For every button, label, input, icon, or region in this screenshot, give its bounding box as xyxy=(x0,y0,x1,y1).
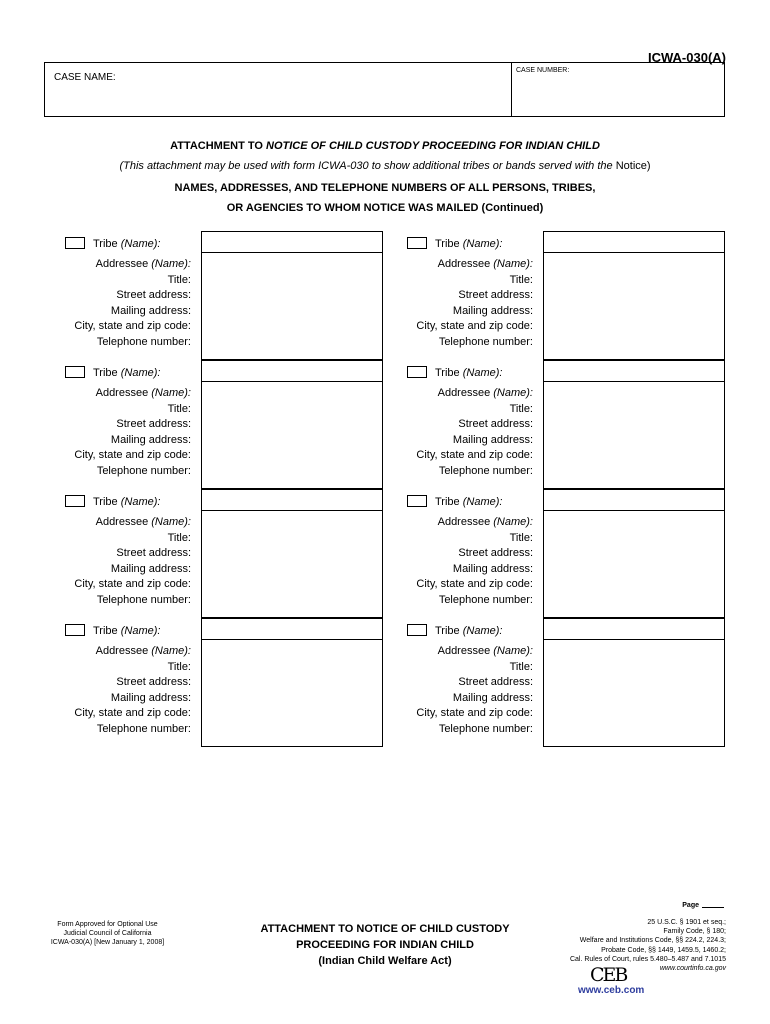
address-labels: Addressee (Name): Title: Street address: Mailing address: City, state and zip code: Telephone number: xyxy=(416,258,533,348)
footer-title: ATTACHMENT TO NOTICE OF CHILD CUSTODY xyxy=(260,923,510,935)
form-id: ICWA-030(A) xyxy=(647,50,726,65)
form-approval-info: Form Approved for Optional Use Judicial Council of California ICWA-030(A) [New January 1, 2008] xyxy=(50,921,165,946)
section-heading-continued: OR AGENCIES TO WHOM NOTICE WAS MAILED (Continued) xyxy=(226,202,544,214)
tribe-checkbox[interactable] xyxy=(407,237,427,249)
form-instructions: (This attachment may be used with form ICWA-030 to show additional tribes or bands served with the Notice) xyxy=(119,160,651,172)
page-number-field[interactable] xyxy=(702,907,724,908)
tribe-label: Tribe (Name): xyxy=(93,496,161,508)
tribe-checkbox[interactable] xyxy=(407,366,427,378)
address-labels: Addressee (Name): Title: Street address: Mailing address: City, state and zip code: Telephone number: xyxy=(74,516,191,606)
case-divider xyxy=(511,63,512,116)
recipient-entry xyxy=(41,360,381,488)
recipient-entry xyxy=(383,618,723,746)
ceb-link[interactable]: www.ceb.com xyxy=(578,985,645,996)
footer-title-line2: PROCEEDING FOR INDIAN CHILD xyxy=(296,939,474,951)
address-labels: Addressee (Name): Title: Street address: Mailing address: City, state and zip code: Telephone number: xyxy=(416,387,533,477)
recipient-entry xyxy=(41,489,381,617)
tribe-name-field[interactable] xyxy=(201,618,383,640)
footer-subtitle: (Indian Child Welfare Act) xyxy=(318,955,452,967)
tribe-name-field[interactable] xyxy=(543,618,725,640)
address-details-field[interactable] xyxy=(201,253,383,360)
case-name-label: CASE NAME: xyxy=(54,72,116,83)
tribe-label: Tribe (Name): xyxy=(93,625,161,637)
tribe-label: Tribe (Name): xyxy=(435,625,503,637)
tribe-checkbox[interactable] xyxy=(65,624,85,636)
page-number: Page xyxy=(682,902,724,909)
address-details-field[interactable] xyxy=(201,382,383,489)
address-details-field[interactable] xyxy=(543,640,725,747)
tribe-name-field[interactable] xyxy=(543,231,725,253)
tribe-label: Tribe (Name): xyxy=(93,238,161,250)
recipient-entry xyxy=(41,618,381,746)
address-details-field[interactable] xyxy=(201,640,383,747)
tribe-checkbox[interactable] xyxy=(407,624,427,636)
address-labels: Addressee (Name): Title: Street address: Mailing address: City, state and zip code: Telephone number: xyxy=(416,645,533,735)
tribe-name-field[interactable] xyxy=(543,489,725,511)
tribe-label: Tribe (Name): xyxy=(435,367,503,379)
address-details-field[interactable] xyxy=(543,511,725,618)
ceb-logo: CEB xyxy=(590,964,627,986)
legal-citations: 25 U.S.C. § 1901 et seq.; Family Code, § 180; Welfare and Institutions Code, §§ 224.2, 224.3; Probate Code, §§ 1449, 1459.5, 1460.2; Cal. Rules of Court, rules 5.480–5.487 and 7.1015 www.courtinfo.ca.gov xyxy=(569,919,726,973)
tribe-name-field[interactable] xyxy=(543,360,725,382)
case-number-label: CASE NUMBER: xyxy=(516,67,570,74)
address-details-field[interactable] xyxy=(543,382,725,489)
address-labels: Addressee (Name): Title: Street address: Mailing address: City, state and zip code: Telephone number: xyxy=(74,387,191,477)
address-labels: Addressee (Name): Title: Street address: Mailing address: City, state and zip code: Telephone number: xyxy=(74,258,191,348)
tribe-name-field[interactable] xyxy=(201,360,383,382)
case-caption-box xyxy=(44,62,725,117)
recipient-entry xyxy=(41,231,381,359)
tribe-checkbox[interactable] xyxy=(407,495,427,507)
form-title: ATTACHMENT TO NOTICE OF CHILD CUSTODY PROCEEDING FOR INDIAN CHILD xyxy=(170,140,600,152)
tribe-checkbox[interactable] xyxy=(65,495,85,507)
tribe-checkbox[interactable] xyxy=(65,366,85,378)
address-details-field[interactable] xyxy=(201,511,383,618)
recipient-entry xyxy=(383,231,723,359)
address-labels: Addressee (Name): Title: Street address: Mailing address: City, state and zip code: Telephone number: xyxy=(416,516,533,606)
tribe-checkbox[interactable] xyxy=(65,237,85,249)
tribe-name-field[interactable] xyxy=(201,231,383,253)
recipient-entry xyxy=(383,489,723,617)
address-details-field[interactable] xyxy=(543,253,725,360)
tribe-label: Tribe (Name): xyxy=(435,238,503,250)
address-labels: Addressee (Name): Title: Street address: Mailing address: City, state and zip code: Telephone number: xyxy=(74,645,191,735)
tribe-label: Tribe (Name): xyxy=(435,496,503,508)
tribe-label: Tribe (Name): xyxy=(93,367,161,379)
section-heading: NAMES, ADDRESSES, AND TELEPHONE NUMBERS OF ALL PERSONS, TRIBES, xyxy=(174,182,596,194)
recipient-entry xyxy=(383,360,723,488)
tribe-name-field[interactable] xyxy=(201,489,383,511)
